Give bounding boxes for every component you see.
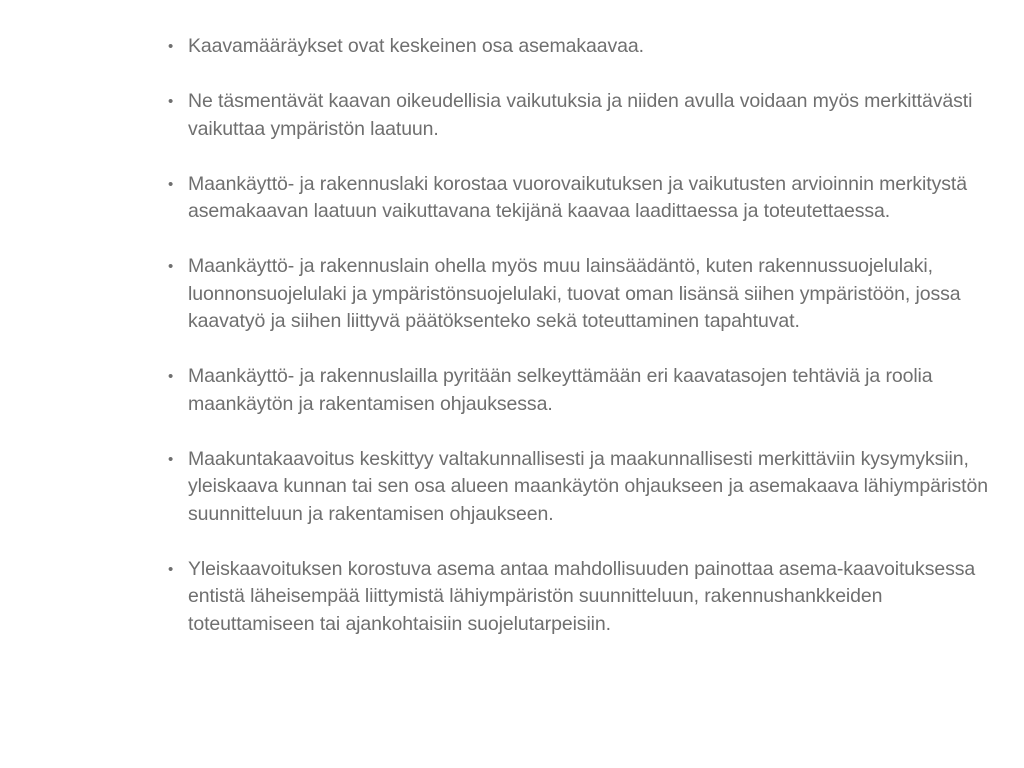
bullet-text: Maakuntakaavoitus keskittyy valtakunnallisesti ja maakunnallisesti merkittäviin kysymyksiin, yleiskaava kunnan tai sen osa alueen maankäytön ohjaukseen ja asemakaava lähiympäristön suunnitteluun ja rakentamisen ohjaukseen. (188, 447, 988, 525)
bullet-list (168, 33, 1014, 666)
bullet-marker: • (168, 175, 174, 193)
bullet-marker: • (168, 93, 174, 110)
bullet-marker: • (168, 560, 174, 578)
bullet-item (168, 363, 1014, 418)
bullet-marker: • (168, 38, 174, 55)
bullet-item (168, 446, 1014, 529)
bullet-text: Maankäyttö- ja rakennuslaki korostaa vuorovaikutuksen ja vaikutusten arvioinnin merkitystä asemakaavan laatuun vaikuttavana tekijänä kaavaa laadittaessa ja toteutettaessa. (188, 172, 967, 222)
bullet-text: Ne täsmentävät kaavan oikeudellisia vaikutuksia ja niiden avulla voidaan myös merkittävästi vaikuttaa ympäristön laatuun. (188, 90, 973, 140)
bullet-item (168, 556, 1014, 639)
bullet-item (168, 33, 1014, 61)
bullet-marker: • (168, 258, 174, 275)
bullet-text: Maankäyttö- ja rakennuslailla pyritään selkeyttämään eri kaavatasojen tehtäviä ja roolia maankäytön ja rakentamisen ohjauksessa. (188, 365, 933, 415)
bullet-text: Yleiskaavoituksen korostuva asema antaa mahdollisuuden painottaa asema-kaavoituksessa entistä läheisempää liittymistä lähiympäristön suunnitteluun, rakennushankkeiden toteuttamiseen tai ajankohtaisiin suojelutarpeisiin. (188, 557, 976, 635)
bullet-marker: • (168, 368, 174, 385)
bullet-marker: • (168, 450, 174, 468)
bullet-text: Maankäyttö- ja rakennuslain ohella myös muu lainsäädäntö, kuten rakennussuojelulaki, luonnonsuojelulaki ja ympäristönsuojelulaki, tuovat oman lisänsä siihen ympäristöön, jossa kaavatyö ja siihen liittyvä päätöksenteko sekä toteuttaminen tapahtuvat. (188, 255, 961, 332)
bullet-text: Kaavamääräykset ovat keskeinen osa asemakaavaa. (188, 35, 644, 57)
bullet-item (168, 171, 1014, 226)
bullet-item (168, 253, 1014, 336)
bullet-item (168, 88, 1014, 143)
